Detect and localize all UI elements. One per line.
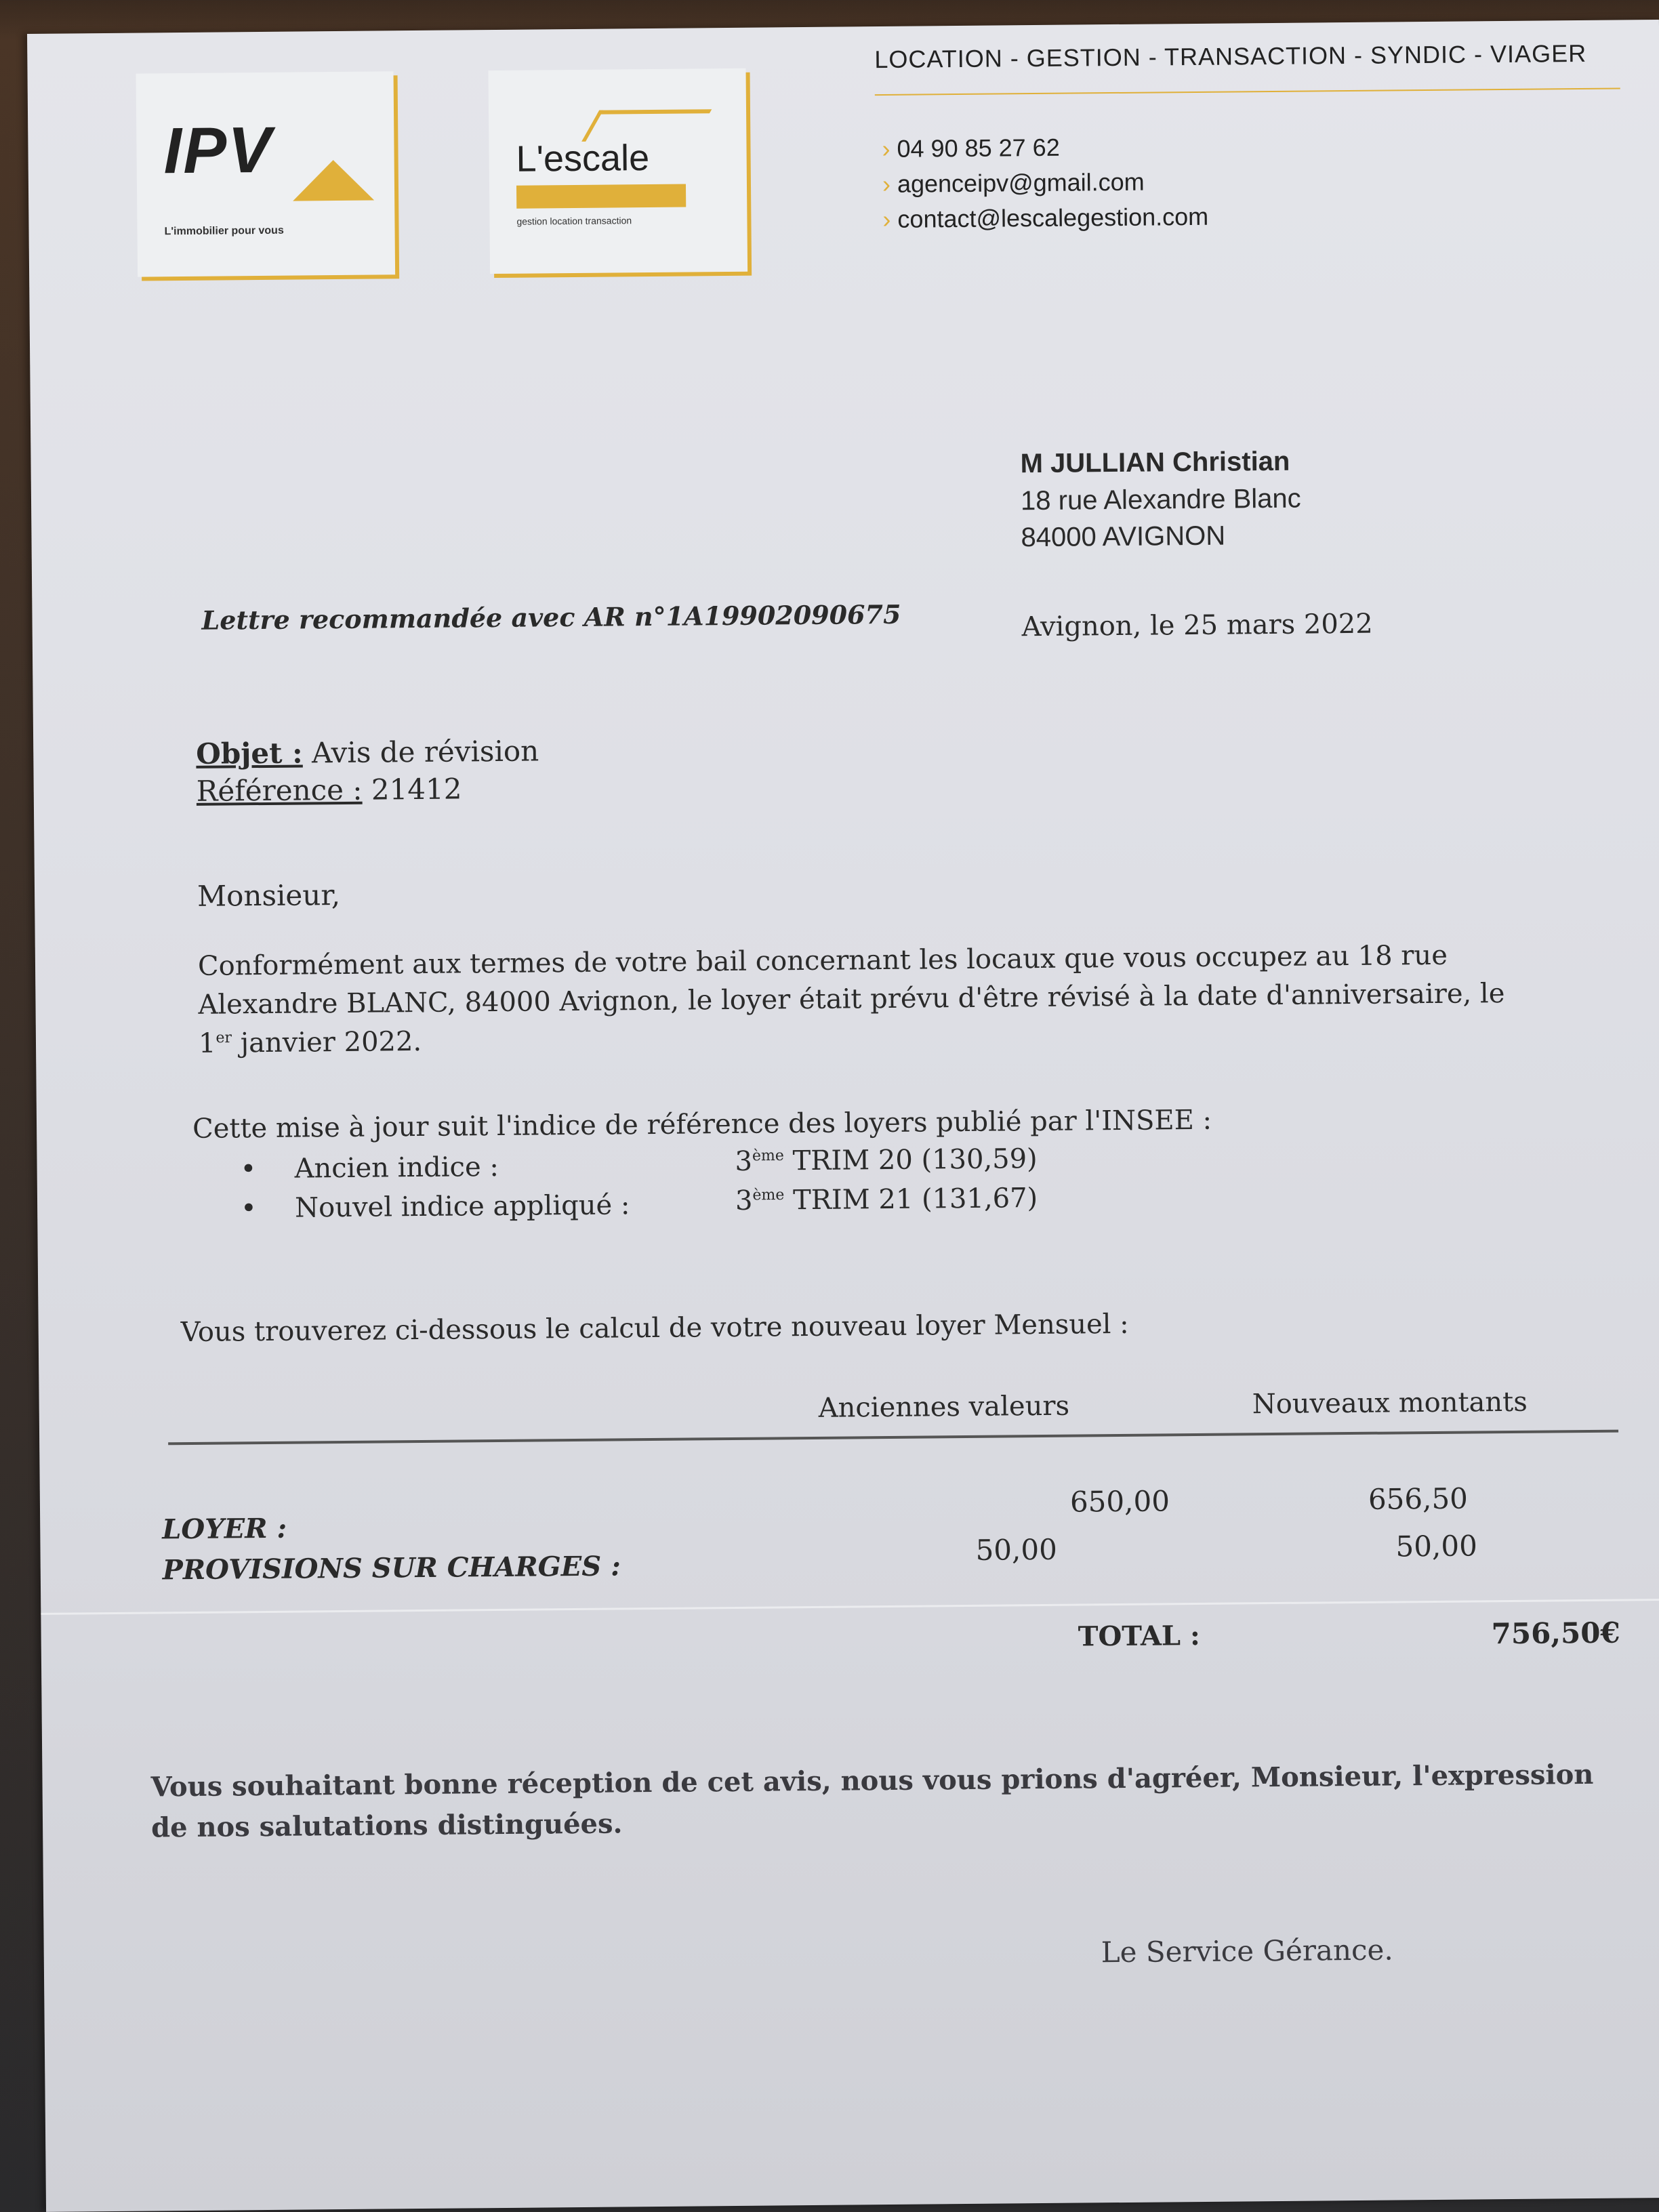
- phone-number: › 04 90 85 27 62: [882, 134, 1060, 163]
- escale-logo-text: L'escale: [516, 137, 650, 180]
- objet-label: Objet :: [196, 736, 303, 771]
- row-label-loyer: LOYER :: [162, 1512, 287, 1546]
- loyer-new: 656,50: [1368, 1481, 1469, 1516]
- escale-logo: [488, 68, 747, 274]
- index-item: [241, 1193, 257, 1224]
- place-date: Avignon, le 25 mars 2022: [1021, 608, 1373, 643]
- objet-value: Avis de révision: [311, 734, 539, 770]
- bullet-icon: •: [240, 1193, 257, 1225]
- paragraph-text: janvier 2022.: [231, 1025, 422, 1059]
- email-escale: › contact@lescalegestion.com: [882, 203, 1208, 234]
- table-header-rule: [168, 1430, 1618, 1446]
- escale-logo-bar: [516, 184, 686, 209]
- index-value: 3ème TRIM 20 (130,59): [735, 1143, 1038, 1177]
- row-label-provisions: PROVISIONS SUR CHARGES :: [162, 1550, 621, 1586]
- ipv-tagline: L'immobilier pour vous: [164, 224, 284, 238]
- ipv-logo-text: IPV: [163, 113, 273, 188]
- closing-line: de nos salutations distinguées.: [150, 1807, 623, 1844]
- registered-mail-number: Lettre recommandée avec AR n°1A19902090675: [201, 598, 901, 636]
- signature: Le Service Gérance.: [1101, 1933, 1393, 1969]
- provisions-new: 50,00: [1395, 1529, 1478, 1563]
- recipient-city: 84000 AVIGNON: [1021, 520, 1226, 553]
- calc-intro: Vous trouverez ci-dessous le calcul de votre nouveau loyer Mensuel :: [180, 1308, 1129, 1349]
- index-item: [240, 1153, 256, 1185]
- loyer-old: 650,00: [1069, 1484, 1170, 1519]
- index-label: Ancien indice :: [294, 1151, 499, 1185]
- total-value: 756,50€: [1491, 1616, 1620, 1651]
- col-header-old: Anciennes valeurs: [818, 1390, 1070, 1424]
- ordinal-suffix: er: [216, 1029, 232, 1047]
- col-header-new: Nouveaux montants: [1252, 1386, 1528, 1420]
- paper-fold: [41, 1599, 1659, 1615]
- index-label: Nouvel indice appliqué :: [294, 1189, 630, 1224]
- index-value: 3ème TRIM 21 (131,67): [735, 1183, 1038, 1216]
- objet-line: [196, 734, 539, 770]
- index-intro: Cette mise à jour suit l'indice de référence des loyers publié par l'INSEE :: [192, 1104, 1212, 1145]
- provisions-old: 50,00: [975, 1532, 1058, 1567]
- email-ipv: › agenceipv@gmail.com: [882, 168, 1145, 199]
- recipient-street: 18 rue Alexandre Blanc: [1020, 483, 1301, 516]
- ipv-logo: [136, 71, 396, 276]
- total-label: TOTAL :: [1078, 1619, 1200, 1653]
- house-roof-icon: [293, 160, 375, 201]
- closing-line: Vous souhaitant bonne réception de cet avis, nous vous prions d'agréer, Monsieur, l'expression: [150, 1758, 1594, 1803]
- reference-label: Référence :: [196, 773, 363, 808]
- escale-tagline: gestion location transaction: [516, 215, 632, 227]
- reference-line: [197, 772, 462, 807]
- recipient-name: M JULLIAN Christian: [1020, 446, 1290, 479]
- paragraph-line: [199, 1026, 422, 1059]
- services-line: LOCATION - GESTION - TRANSACTION - SYNDIC - VIAGER: [874, 39, 1587, 74]
- ordinal-number: 1: [198, 1027, 216, 1059]
- bullet-icon: •: [240, 1153, 257, 1185]
- paragraph-line: Conformément aux termes de votre bail concernant les locaux que vous occupez au 18 rue: [197, 939, 1448, 982]
- letter-page: [27, 20, 1659, 2212]
- reference-value: 21412: [371, 772, 462, 806]
- salutation: Monsieur,: [197, 878, 341, 913]
- header-divider: [875, 87, 1620, 96]
- paragraph-line: Alexandre BLANC, 84000 Avignon, le loyer était prévu d'être révisé à la date d'anniversaire, le: [198, 978, 1505, 1021]
